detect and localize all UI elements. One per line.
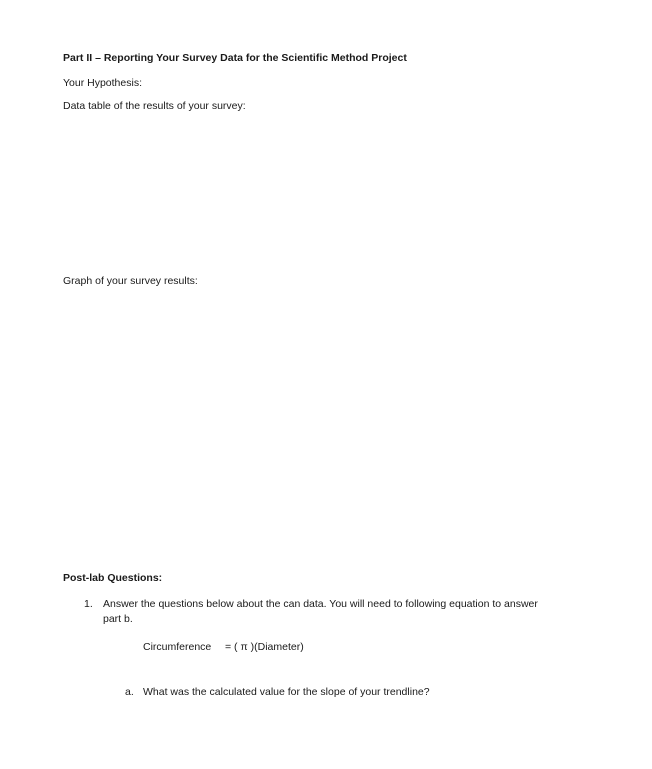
- data-table-label: Data table of the results of your survey:: [63, 100, 246, 112]
- equation-lhs: Circumference: [143, 641, 212, 653]
- question-text-line2: part b.: [103, 613, 133, 625]
- question-number: 1.: [84, 598, 93, 610]
- equation-rhs: = ( π )(Diameter): [225, 641, 304, 653]
- graph-label: Graph of your survey results:: [63, 275, 198, 287]
- hypothesis-label: Your Hypothesis:: [63, 77, 142, 89]
- postlab-heading: Post-lab Questions:: [63, 572, 163, 584]
- page-title: Part II – Reporting Your Survey Data for the Scientific Method Project: [63, 52, 407, 64]
- subquestion-letter: a.: [125, 686, 134, 698]
- circumference-equation: [143, 641, 304, 653]
- subquestion-text: What was the calculated value for the slope of your trendline?: [143, 686, 430, 698]
- question-text-line1: Answer the questions below about the can data. You will need to following equation to answer: [103, 598, 538, 610]
